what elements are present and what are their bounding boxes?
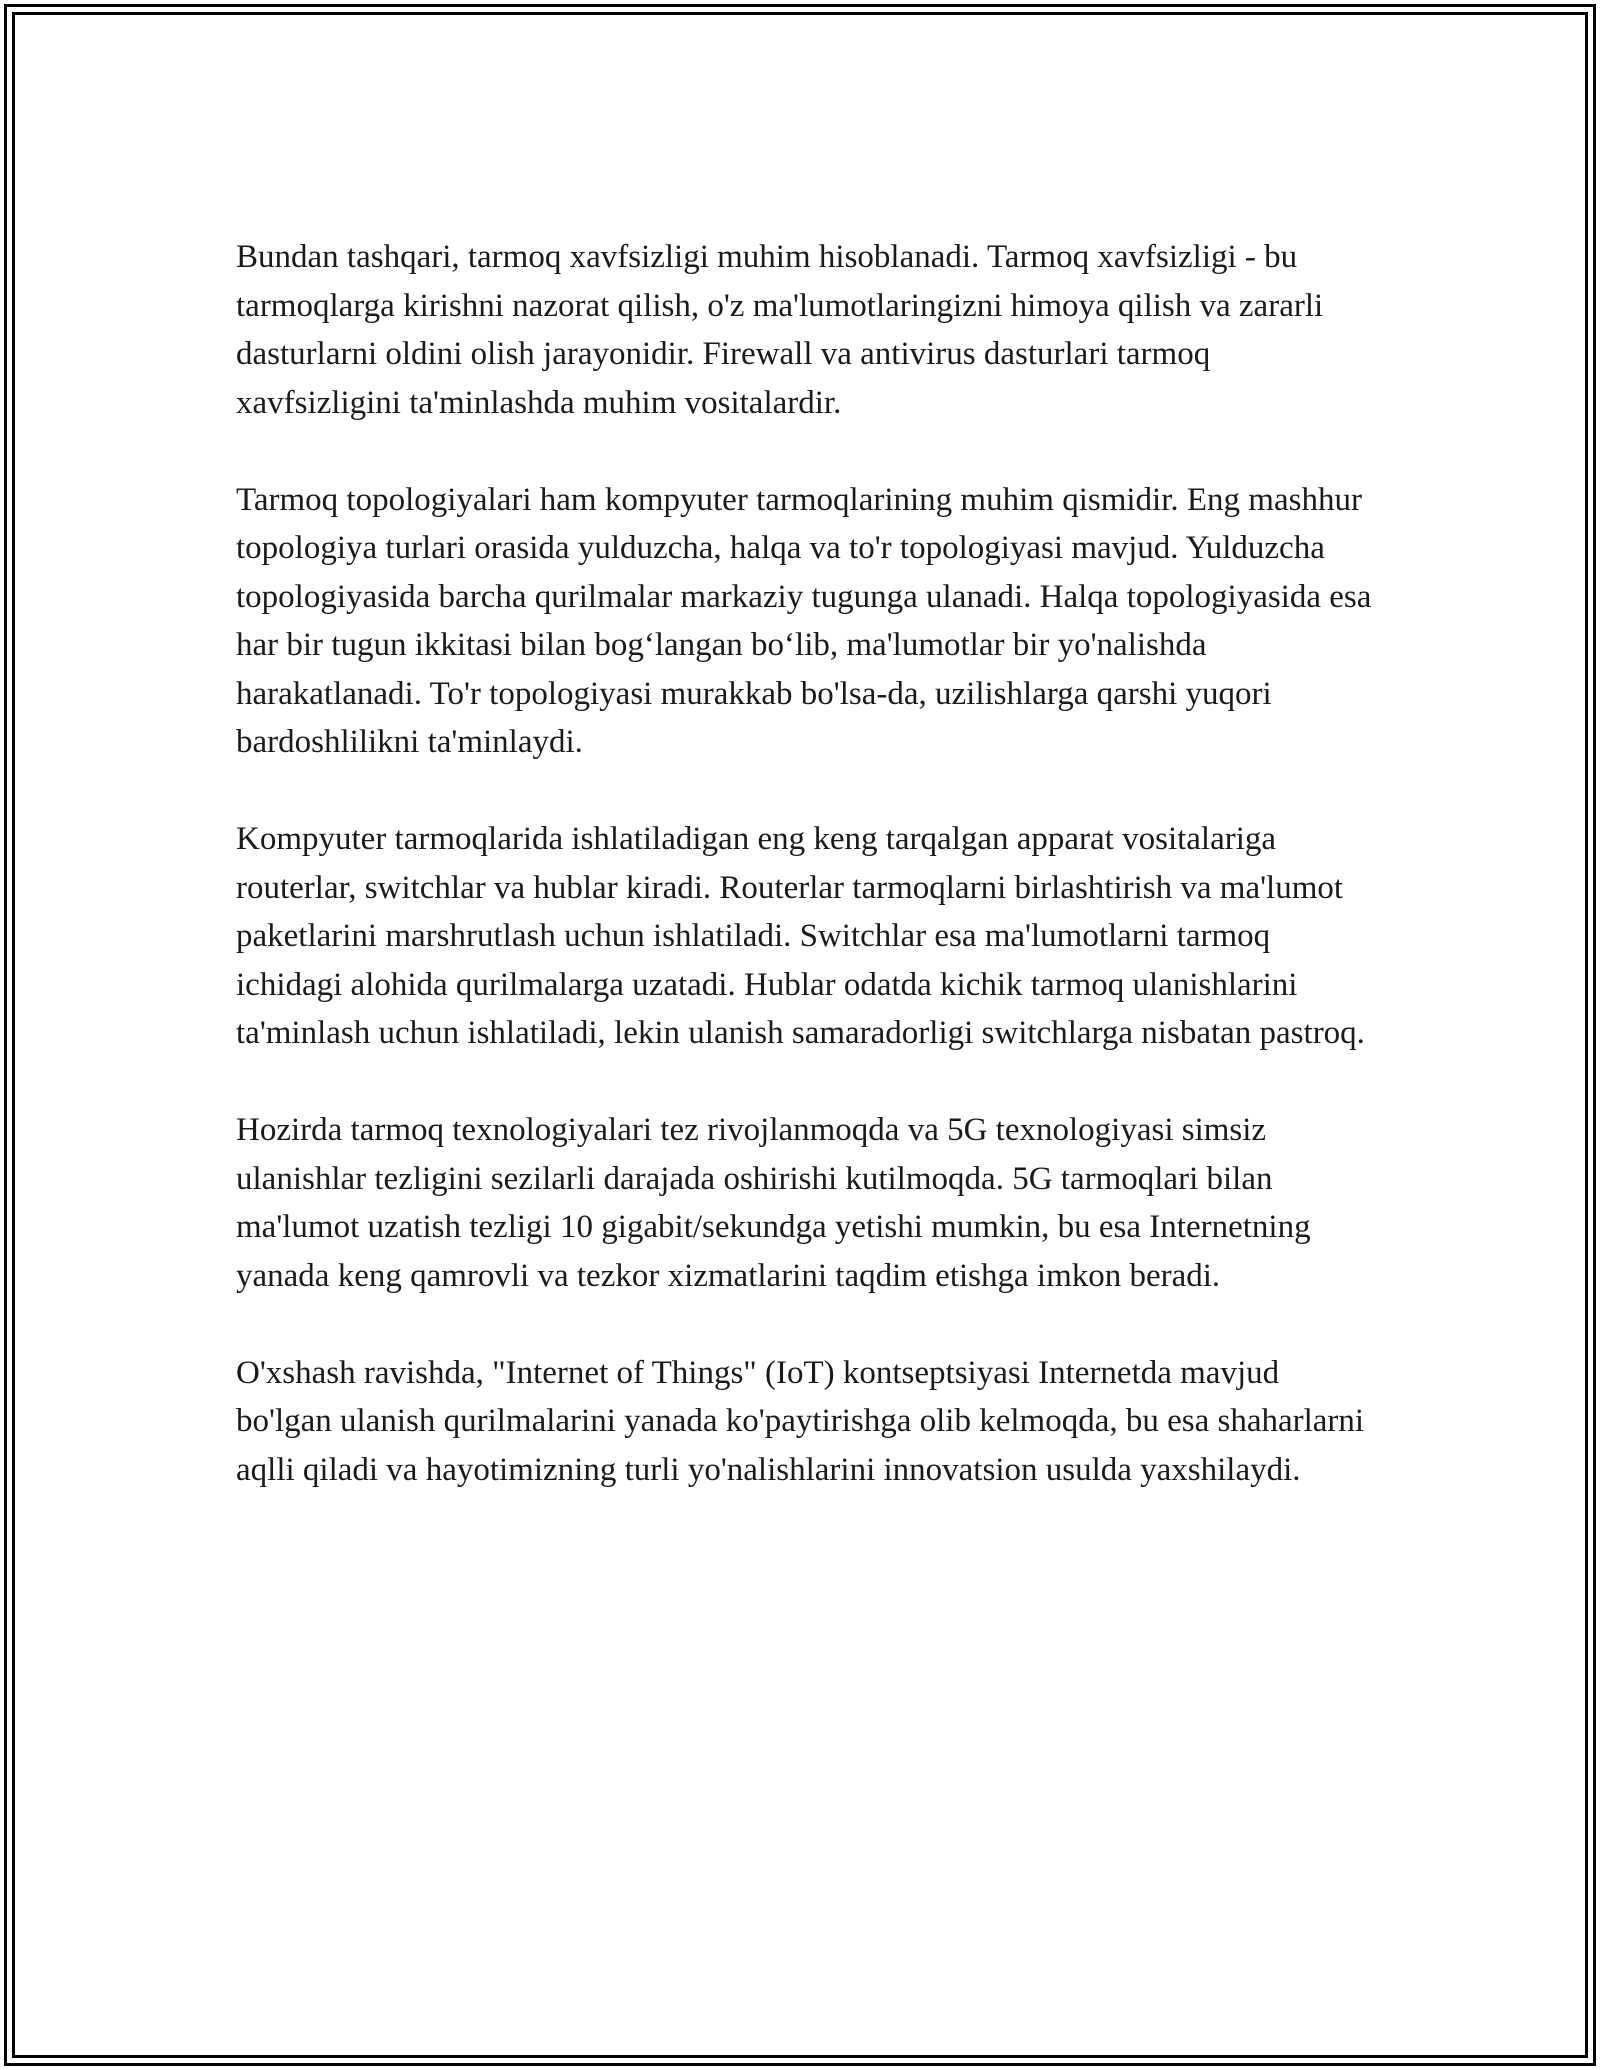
paragraph-network-hardware: Kompyuter tarmoqlarida ishlatiladigan eng keng tarqalgan apparat vositalariga routerlar, switchlar va hublar kiradi. Routerlar tarmoqlarni birlashtirish va ma'lumot paketlarini marshrutlash uchun ishlatiladi. Switchlar esa ma'lumotlarni tarmoq ichidagi alohida qurilmalarga uzatadi. Hublar odatda kichik tarmoq ulanishlarini ta'minlash uchun ishlatiladi, lekin ulanish samaradorligi switchlarga nisbatan pastroq.	[236, 821, 1365, 1051]
paragraph-5g-technology: Hozirda tarmoq texnologiyalari tez rivojlanmoqda va 5G texnologiyasi simsiz ulanishlar tezligini sezilarli darajada oshirishi kutilmoqda. 5G tarmoqlari bilan ma'lumot uzatish tezligi 10 gigabit/sekundga yetishi mumkin, bu esa Internetning yanada keng qamrovli va tezkor xizmatlarini taqdim etishga imkon beradi.	[236, 1112, 1311, 1294]
document-body	[236, 233, 1376, 1543]
paragraph-network-security: Bundan tashqari, tarmoq xavfsizligi muhim hisoblanadi. Tarmoq xavfsizligi - bu tarmoqlarga kirishni nazorat qilish, o'z ma'lumotlaringizni himoya qilish va zararli dasturlarni oldini olish jarayonidir. Firewall va antivirus dasturlari tarmoq xavfsizligini ta'minlashda muhim vositalardir.	[236, 239, 1324, 421]
paragraph-network-topologies: Tarmoq topologiyalari ham kompyuter tarmoqlarining muhim qismidir. Eng mashhur topologiya turlari orasida yulduzcha, halqa va to'r topologiyasi mavjud. Yulduzcha topologiyasida barcha qurilmalar markaziy tugunga ulanadi. Halqa topologiyasida esa har bir tugun ikkitasi bilan bog‘langan bo‘lib, ma'lumotlar bir yo'nalishda harakatlanadi. To'r topologiyasi murakkab bo'lsa-da, uzilishlarga qarshi yuqori bardoshlilikni ta'minlaydi.	[236, 481, 1372, 760]
paragraph-internet-of-things: O'xshash ravishda, "Internet of Things" (IoT) kontseptsiyasi Internetda mavjud bo'lgan ulanish qurilmalarini yanada ko'paytirishga olib kelmoqda, bu esa shaharlarni aqlli qiladi va hayotimizning turli yo'nalishlarini innovatsion usulda yaxshilaydi.	[236, 1354, 1365, 1488]
